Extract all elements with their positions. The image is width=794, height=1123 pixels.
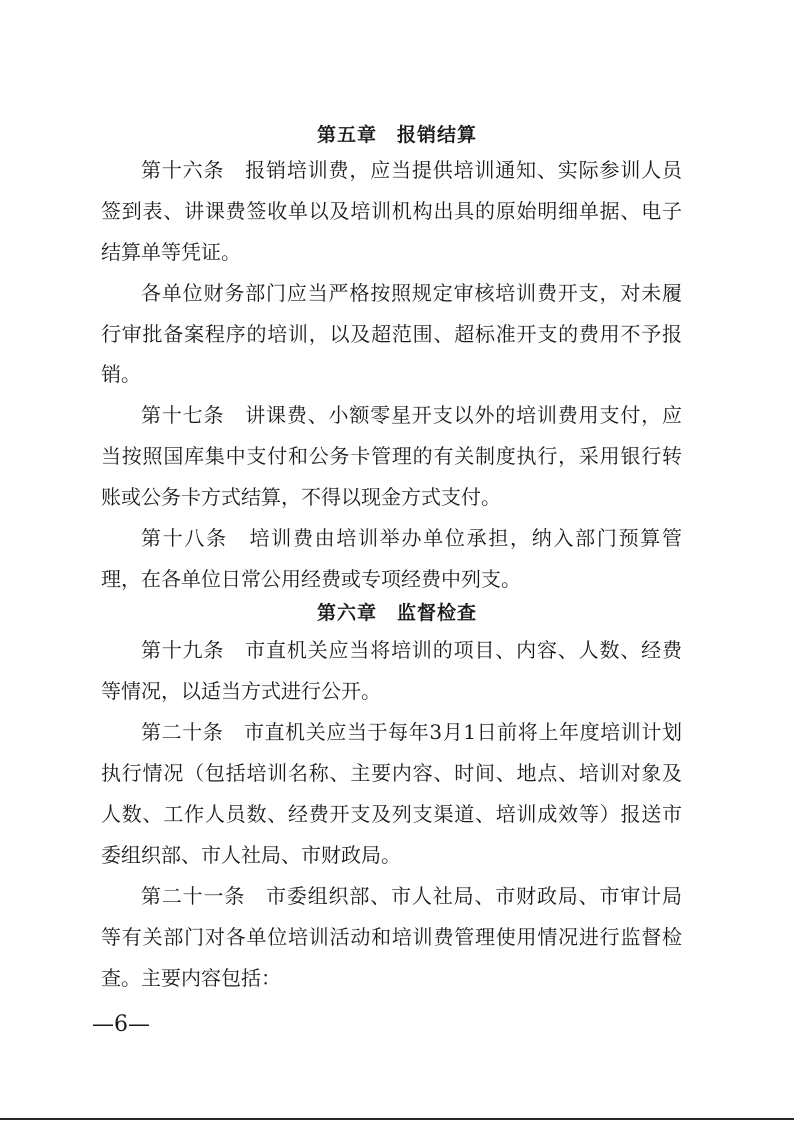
article-17-line-3: 账或公务卡方式结算，不得以现金方式支付。	[101, 485, 501, 509]
article-20-line-4: 委组织部、市人社局、市财政局。	[101, 843, 401, 867]
article-16-line-2: 签到表、讲课费签收单以及培训机构出具的原始明细单据、电子	[101, 199, 682, 223]
paragraph-16b-line-3: 销。	[101, 362, 141, 386]
chapter-6-heading: 第六章 监督检查	[316, 602, 477, 624]
article-20-line-1: 第二十条 市直机关应当于每年3月1日前将上年度培训计划	[141, 720, 682, 744]
article-16-line-1: 第十六条 报销培训费，应当提供培训通知、实际参训人员	[141, 158, 682, 182]
article-21-line-2: 等有关部门对各单位培训活动和培训费管理使用情况进行监督检	[101, 925, 682, 949]
article-18-line-1: 第十八条 培训费由培训举办单位承担，纳入部门预算管	[141, 526, 682, 550]
paragraph-16b-line-2: 行审批备案程序的培训，以及超范围、超标准开支的费用不予报	[101, 322, 682, 346]
scan-bottom-edge	[0, 1118, 794, 1120]
article-17-line-2: 当按照国库集中支付和公务卡管理的有关制度执行，采用银行转	[101, 444, 682, 468]
paragraph-16b-line-1: 各单位财务部门应当严格按照规定审核培训费开支，对未履	[141, 281, 682, 305]
article-18-line-2: 理，在各单位日常公用经费或专项经费中列支。	[101, 567, 521, 591]
article-17-line-1: 第十七条 讲课费、小额零星开支以外的培训费用支付，应	[141, 403, 682, 427]
page-number: —6—	[92, 1012, 150, 1037]
article-21-line-1: 第二十一条 市委组织部、市人社局、市财政局、市审计局	[141, 884, 682, 908]
chapter-5-heading: 第五章 报销结算	[316, 124, 477, 146]
article-20-line-2: 执行情况（包括培训名称、主要内容、时间、地点、培训对象及	[101, 761, 682, 785]
article-21-line-3: 查。主要内容包括：	[101, 966, 281, 990]
article-20-line-3: 人数、工作人员数、经费开支及列支渠道、培训成效等）报送市	[101, 802, 682, 826]
article-19-line-2: 等情况，以适当方式进行公开。	[101, 679, 381, 703]
article-19-line-1: 第十九条 市直机关应当将培训的项目、内容、人数、经费	[141, 638, 682, 662]
article-16-line-3: 结算单等凭证。	[101, 240, 241, 264]
